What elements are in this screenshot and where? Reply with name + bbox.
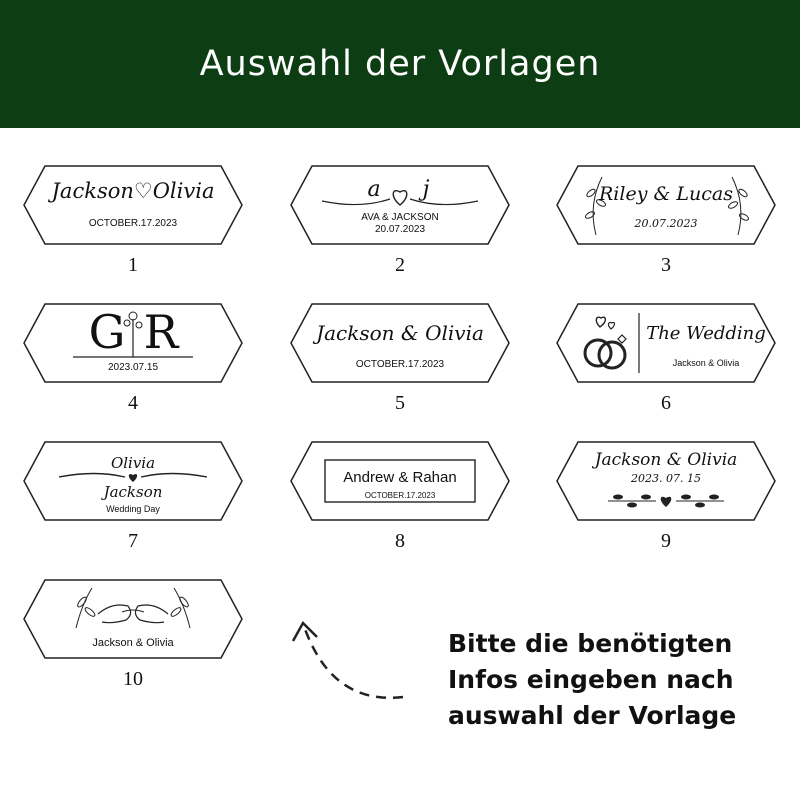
template-card-9[interactable] (556, 441, 776, 521)
leaf-garland-icon (608, 491, 724, 509)
template-card-2[interactable] (290, 165, 510, 245)
flower-stem-icon (123, 309, 143, 357)
template-2-initial-right: j (422, 177, 430, 202)
template-2-date: 20.07.2023 (374, 224, 426, 235)
divider-line (73, 356, 193, 358)
template-10-names: Jackson & Olivia (92, 637, 174, 649)
dashed-curved-arrow-icon (285, 615, 410, 705)
template-7-name-top: Olivia (110, 454, 156, 472)
template-6-number: 6 (661, 392, 671, 414)
template-card-8[interactable] (290, 441, 510, 521)
template-4-monogram-left: G (88, 305, 126, 359)
template-5-names: Jackson & Olivia (316, 321, 484, 345)
template-9-date: 2023. 07. 15 (631, 472, 701, 485)
template-4-monogram-right: R (143, 305, 179, 359)
template-3-date: 20.07.2023 (634, 217, 698, 230)
template-card-1[interactable] (23, 165, 243, 245)
instruction-line-1: Bitte die benötigten (448, 629, 733, 658)
template-card-3[interactable] (556, 165, 776, 245)
template-6-names: Jackson & Olivia (672, 358, 740, 368)
template-card-10[interactable] (23, 579, 243, 659)
template-1-number: 1 (128, 254, 138, 276)
instruction-line-2: Infos eingeben nach (448, 665, 734, 694)
template-10-number: 10 (123, 668, 143, 690)
template-card-4[interactable] (23, 303, 243, 383)
template-2-names: AVA & JACKSON (361, 212, 439, 223)
template-card-6[interactable] (556, 303, 776, 383)
template-1-date: OCTOBER.17.2023 (88, 218, 178, 229)
template-2-initial-left: a (367, 177, 381, 202)
template-1-names: Jackson♡Olivia (51, 179, 215, 203)
holding-hands-icon (68, 584, 198, 632)
heart-divider-icon (59, 471, 207, 483)
template-5-number: 5 (395, 392, 405, 414)
template-7-subtitle: Wedding Day (106, 504, 160, 514)
template-8-names: Andrew & Rahan (343, 469, 457, 486)
header-banner (0, 0, 800, 128)
template-8-date: OCTOBER.17.2023 (364, 491, 436, 500)
template-2-number: 2 (395, 254, 405, 276)
template-8-number: 8 (395, 530, 405, 552)
template-4-date: 2023.07.15 (107, 362, 159, 373)
template-card-7[interactable] (23, 441, 243, 521)
template-9-number: 9 (661, 530, 671, 552)
template-9-names: Jackson & Olivia (594, 450, 738, 470)
template-card-5[interactable] (290, 303, 510, 383)
template-5-date: OCTOBER.17.2023 (355, 359, 445, 370)
template-7-name-bottom: Jackson (103, 483, 163, 501)
template-7-number: 7 (128, 530, 138, 552)
template-3-number: 3 (661, 254, 671, 276)
instruction-line-3: auswahl der Vorlage (448, 701, 737, 730)
page-title: Auswahl der Vorlagen (199, 44, 601, 84)
template-6-title: The Wedding (646, 323, 766, 344)
template-3-names: Riley & Lucas (598, 183, 733, 205)
instruction-note (448, 626, 778, 734)
template-4-number: 4 (128, 392, 138, 414)
